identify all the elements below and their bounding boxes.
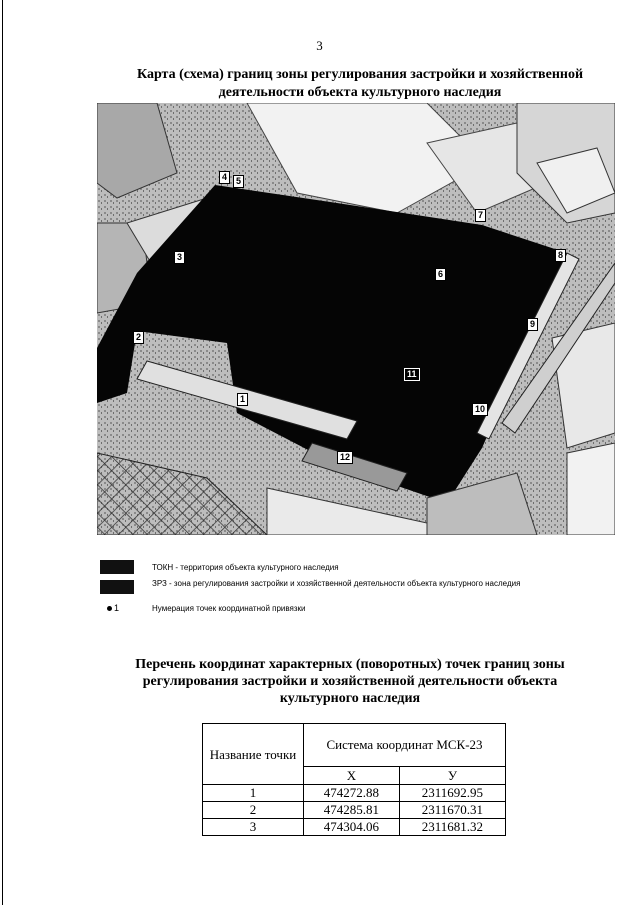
map-title bbox=[80, 66, 639, 102]
coordinates-title-line-1: Перечень координат характерных (поворотных) точек границ зоны bbox=[135, 657, 565, 672]
coordinates-table bbox=[202, 723, 506, 836]
point-label-10: 10 bbox=[472, 403, 488, 416]
legend-text-tokn: ТОКН - территория объекта культурного наследия bbox=[152, 563, 339, 572]
legend-point-number: 1 bbox=[114, 603, 120, 613]
legend-point-marker bbox=[107, 606, 112, 611]
cell-x: 474272.88 bbox=[304, 785, 400, 802]
cell-y: 2311692.95 bbox=[399, 785, 505, 802]
point-label-4: 4 bbox=[219, 171, 230, 184]
legend-item-tokn bbox=[100, 560, 530, 576]
legend-item-zrz bbox=[100, 577, 530, 603]
header-x: X bbox=[304, 767, 400, 785]
legend-swatch-tokn bbox=[100, 560, 134, 574]
table-row bbox=[203, 802, 506, 819]
cell-point-name: 3 bbox=[203, 819, 304, 836]
coordinates-title-line-3: культурного наследия bbox=[279, 691, 421, 706]
legend-text-points: Нумерация точек координатной привязки bbox=[152, 604, 306, 613]
cell-point-name: 2 bbox=[203, 802, 304, 819]
point-label-2: 2 bbox=[133, 331, 144, 344]
cell-x: 474285.81 bbox=[304, 802, 400, 819]
point-label-7: 7 bbox=[475, 209, 486, 222]
legend-text-zrz: ЗРЗ - зона регулирования застройки и хозяйственной деятельности объекта культурного наследия bbox=[152, 579, 521, 588]
point-label-8: 8 bbox=[555, 249, 566, 262]
legend-item-points bbox=[100, 604, 530, 616]
point-label-12: 12 bbox=[337, 451, 353, 464]
header-point-name: Название точки bbox=[203, 724, 304, 785]
table-row bbox=[203, 819, 506, 836]
point-label-6: 6 bbox=[435, 268, 446, 281]
cell-x: 474304.06 bbox=[304, 819, 400, 836]
point-label-3: 3 bbox=[174, 251, 185, 264]
header-coordinate-system: Система координат МСК-23 bbox=[304, 724, 506, 767]
legend-swatch-zrz bbox=[100, 580, 134, 594]
table-row bbox=[203, 785, 506, 802]
point-label-5: 5 bbox=[233, 175, 244, 188]
coordinates-title-line-2: регулирования застройки и хозяйственной деятельности объекта bbox=[142, 674, 558, 689]
point-label-1: 1 bbox=[237, 393, 248, 406]
page-number: 3 bbox=[316, 38, 323, 53]
page-left-border bbox=[2, 0, 3, 905]
point-label-11: 11 bbox=[404, 368, 420, 381]
cell-y: 2311670.31 bbox=[399, 802, 505, 819]
header-y: У bbox=[399, 767, 505, 785]
point-label-9: 9 bbox=[527, 318, 538, 331]
map-title-line-2: деятельности объекта культурного наследия bbox=[218, 85, 502, 100]
cell-point-name: 1 bbox=[203, 785, 304, 802]
zone-map bbox=[97, 103, 615, 535]
map-title-line-1: Карта (схема) границ зоны регулирования застройки и хозяйственной bbox=[136, 67, 584, 82]
cell-y: 2311681.32 bbox=[399, 819, 505, 836]
coordinates-title bbox=[100, 656, 600, 707]
building-right-bottom bbox=[567, 443, 615, 535]
